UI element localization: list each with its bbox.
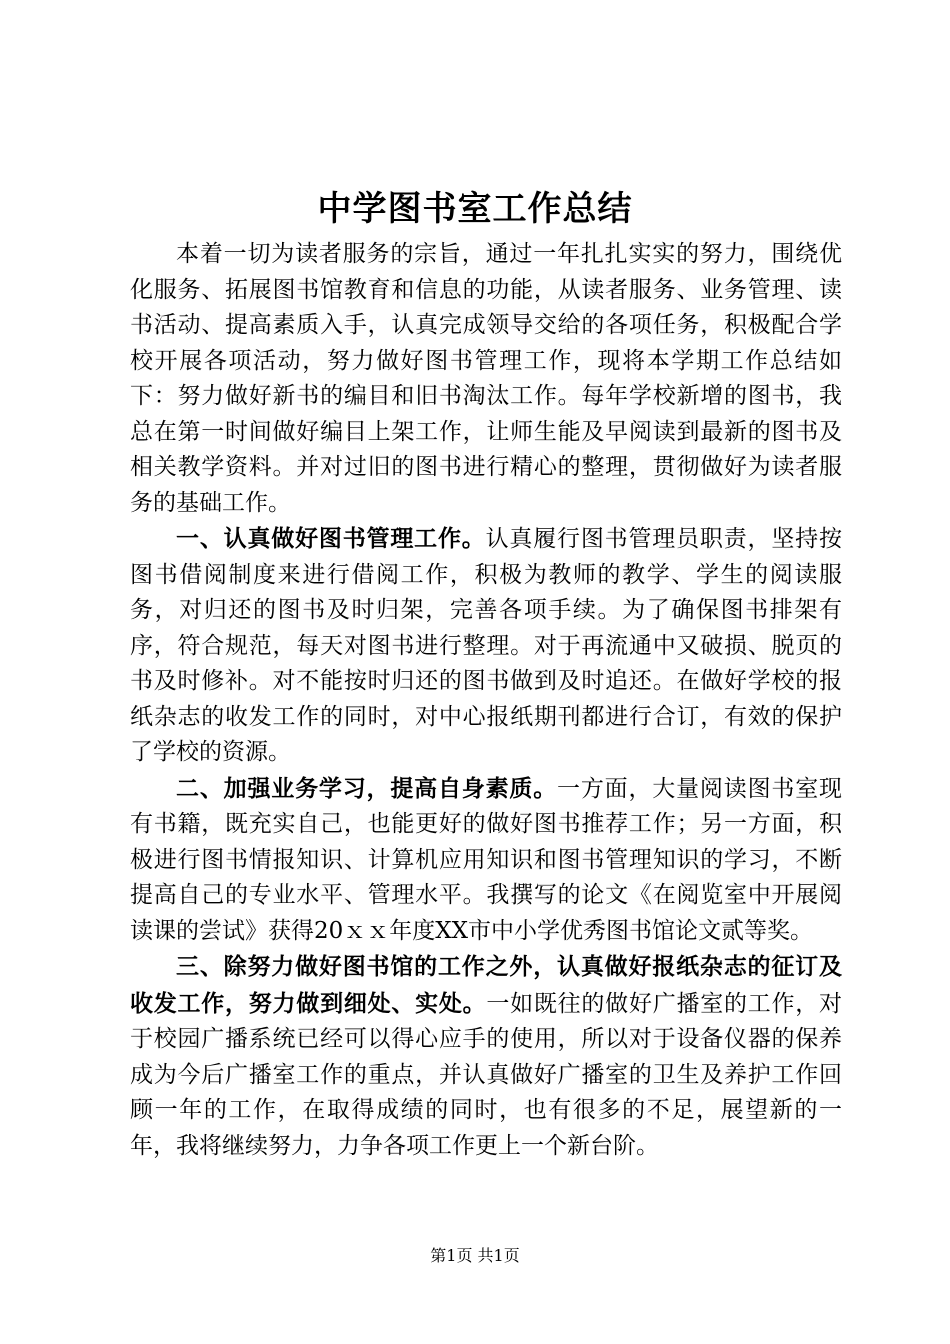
document-title: 中学图书室工作总结: [317, 189, 633, 229]
intro-paragraph: [130, 236, 842, 521]
section-three-heading: 三、除努力做好图书馆的工作之外，认真做好报纸杂志的征订及收发工作，努力做到细处、实处。: [130, 953, 842, 1017]
section-three-paragraph: [130, 949, 842, 1164]
page-number-footer: 第1页 共1页: [430, 1246, 520, 1265]
section-one-text: 认真履行图书管理员职责，坚持按图书借阅制度来进行借阅工作，积极为教师的教学、学生的阅读服务，对归还的图书及时归架，完善各项手续。为了确保图书排架有序，符合规范，每天对图书进行整理。对于再流通中又破损、脱页的书及时修补。对不能按时归还的图书做到及时追还。在做好学校的报纸杂志的收发工作的同时，对中心报纸期刊都进行合订，有效的保护了学校的资源。: [130, 526, 843, 765]
intro-paragraph-text: 本着一切为读者服务的宗旨，通过一年扎扎实实的努力，围绕优化服务、拓展图书馆教育和信息的功能，从读者服务、业务管理、读书活动、提高素质入手，认真完成领导交给的各项任务，积极配合学校开展各项活动，努力做好图书管理工作，现将本学期工作总结如下：努力做好新书的编目和旧书淘汰工作。每年学校新增的图书，我总在第一时间做好编目上架工作，让师生能及早阅读到最新的图书及相关教学资料。并对过旧的图书进行精心的整理，贯彻做好为读者服务的基础工作。: [130, 241, 842, 516]
section-two-heading: 二、加强业务学习，提高自身素质。: [176, 774, 558, 802]
section-one-heading: 一、认真做好图书管理工作。: [176, 525, 486, 552]
section-one-paragraph: [130, 521, 842, 771]
section-three-text: 一如既往的做好广播室的工作，对于校园广播系统已经可以得心应手的使用，所以对于设备仪器的保养成为今后广播室工作的重点，并认真做好广播室的卫生及养护工作回顾一年的工作，在取得成绩的同时，也有很多的不足，展望新的一年，我将继续努力，力争各项工作更上一个新台阶。: [130, 990, 843, 1159]
document-body: [130, 236, 842, 1164]
section-two-paragraph: [130, 771, 842, 950]
section-two-text: 一方面，大量阅读图书室现有书籍，既充实自己，也能更好的做好图书推荐工作；另一方面，积极进行图书情报知识、计算机应用知识和图书管理知识的学习，不断提高自己的专业水平、管理水平。我撰写的论文《在阅览室中开展阅读课的尝试》获得20ｘｘ年度XX市中小学优秀图书馆论文贰等奖。: [130, 775, 843, 944]
